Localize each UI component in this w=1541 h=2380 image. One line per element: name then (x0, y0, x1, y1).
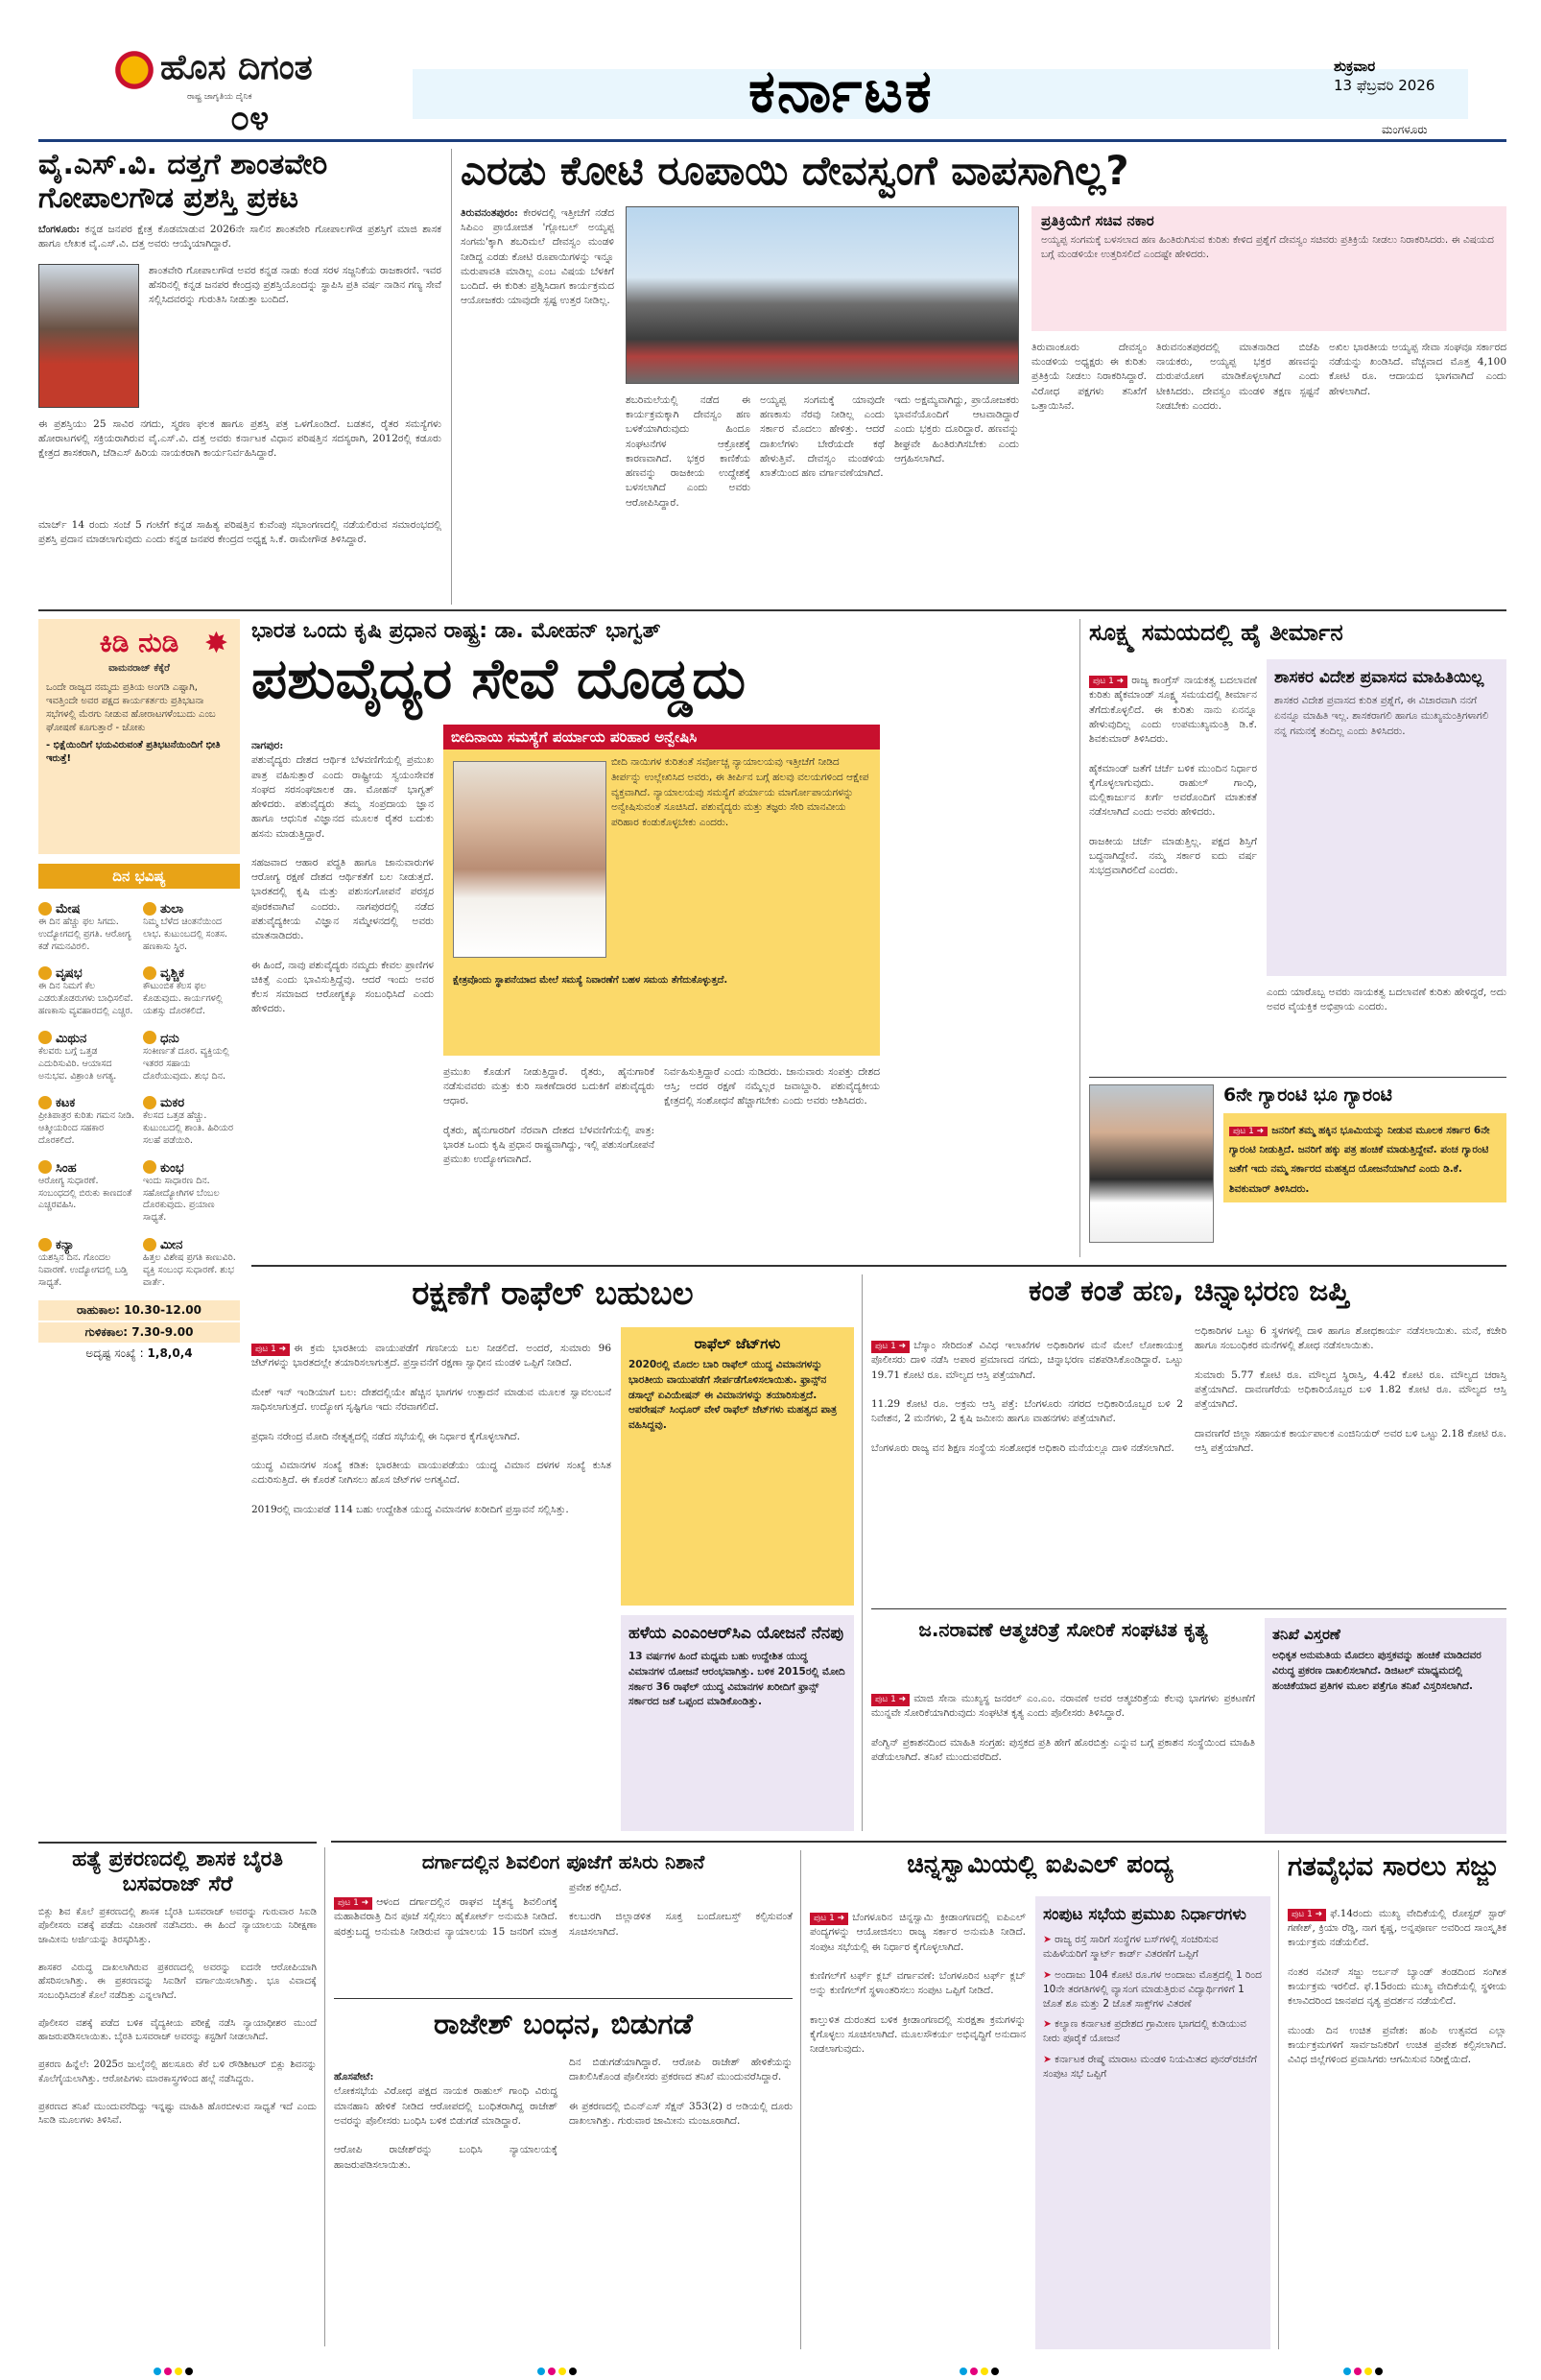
box-title: ಬೀದಿನಾಯಿ ಸಮಸ್ಯೆಗೆ ಪರ್ಯಾಯ ಪರಿಹಾರ ಅನ್ವೇಷಿಸಿ (443, 725, 880, 750)
page-number: ೦೪ (230, 99, 270, 138)
divider (1079, 619, 1080, 1257)
box-text: ಬೀದಿ ನಾಯಿಗಳ ಕುರಿತಂತೆ ಸರ್ವೋಚ್ಚ ನ್ಯಾಯಾಲಯವು ಇತ್ತೀಚೆಗೆ ನೀಡಿದ ತೀರ್ಪನ್ನು ಉಲ್ಲೇಖಿಸಿದ ಅವರು, ಈ ತೀರ್ಪಿನ ಬಗ್ಗೆ ಹಲವು ವಲಯಗಳಿಂದ ಆಕ್ಷೇಪ ವ್ಯಕ್ತವಾಗಿದೆ. ನ್ಯಾಯಾಲಯವು ಸಮಸ್ಯೆಗೆ ಪರ್ಯಾಯ ಮಾರ್ಗೋಪಾಯಗಳನ್ನು ಅನ್ವೇಷಿಸುವಂತೆ ಸೂಚಿಸಿದೆ. ಪಶುವೈದ್ಯರು ಮತ್ತು ತಜ್ಞರು ಸೇರಿ ಮಾನವೀಯ ಪರಿಹಾರ ಕಂಡುಕೊಳ್ಳಬೇಕು ಎಂದರು. (611, 756, 869, 828)
decision-item: ➤ ರಾಜ್ಯ ರಸ್ತೆ ಸಾರಿಗೆ ಸಂಸ್ಥೆಗಳ ಬಸ್‌ಗಳಲ್ಲಿ ಸಂಚರಿಸುವ ಮಹಿಳೆಯರಿಗೆ ಸ್ಮಾರ್ಟ್ ಕಾರ್ಡ್ ವಿತರಣೆಗೆ ಒಪ್ಪಿಗೆ (1043, 1933, 1263, 1962)
zodiac-heading (143, 1234, 240, 1252)
photo-ysv-datta (38, 264, 139, 408)
horoscope-title: ದಿನ ಭವಿಷ್ಯ (38, 864, 240, 889)
continued-tag: ಪುಟ 1 ➜ (1229, 1127, 1268, 1136)
box-title: ಹಳೆಯ ಎಂಎಂಆರ್‌ಸಿಎ ಯೋಜನೆ ನೆನಪು (628, 1624, 844, 1643)
section-title: ಕರ್ನಾಟಕ (748, 56, 934, 126)
kidi-nudi-text: ಒಂದೇ ರಾಜ್ಯದ ನಮ್ಮದು ಪ್ರತಿಯ ಅಂಗಡಿ ಎಷ್ಟಾಗಿ, ಇವತ್ತಿಂದೇ ಅವರ ಪಕ್ಷದ ಕಾರ್ಯಕರ್ತರು ಪ್ರತಿಭಟನಾ ಸಭೆಗಳಲ್ಲಿ ಮೆರಗು ನೀಡುವ ಹೋರಾಟಗಳೆಂಬುದು ಎಂಬ ಘೋಷಣೆ ಕೂಗುತ್ತಾರೆ - ಜೋಕು (46, 682, 216, 733)
col-7: ಅಖಿಲ ಭಾರತೀಯ ಅಯ್ಯಪ್ಪ ಸೇವಾ ಸಂಘವೂ ಸರ್ಕಾರದ ನಡೆಯನ್ನು ಖಂಡಿಸಿದೆ. ವೆಚ್ಚವಾದ ಮೊತ್ತ 4,100 ಕೋಟಿ ರೂ. ಆದಾಯದ ಭಾಗವಾಗಿದೆ ಎಂದು ಹೇಳಲಾಗಿದೆ. (1329, 342, 1506, 397)
body (1288, 1892, 1506, 2068)
body (1089, 659, 1257, 878)
photo-sabarimala-temple (626, 206, 1019, 384)
headline: ಕಂತೆ ಕಂತೆ ಹಣ, ಚಿನ್ನಾಭರಣ ಜಪ್ತಿ (1028, 1274, 1350, 1308)
decision-item: ➤ ಅಂದಾಜು 104 ಕೋಟಿ ರೂ.ಗಳ ಅಂದಾಜು ಮೊತ್ತದಲ್ಲಿ 1 ರಿಂದ 10ನೇ ತರಗತಿಗಳಲ್ಲಿ ವ್ಯಾಸಂಗ ಮಾಡುತ್ತಿರುವ ವಿದ್ಯಾರ್ಥಿಗಳಿಗೆ 1 ಜೊತೆ ಶೂ ಮತ್ತು 2 ಜೊತೆ ಸಾಕ್ಸ್‌ಗಳ ವಿತರಣೆ (1043, 1968, 1263, 2012)
masthead-rule (38, 139, 1506, 142)
headline: ಚಿನ್ನಸ್ವಾಮಿಯಲ್ಲಿ ಐಪಿಎಲ್ ಪಂದ್ಯ (907, 1850, 1174, 1879)
registration-marks-center-right (960, 2361, 1002, 2379)
zodiac-sign (143, 898, 240, 953)
horoscope-section (38, 864, 240, 1847)
box-text: 13 ವರ್ಷಗಳ ಹಿಂದೆ ಮಧ್ಯಮ ಬಹು ಉದ್ದೇಶಿತ ಯುದ್ಧ ವಿಮಾನಗಳ ಯೋಜನೆ ಆರಂಭವಾಗಿತ್ತು. ಬಳಿಕ 2015ರಲ್ಲಿ ಮೋದಿ ಸರ್ಕಾರ 36 ರಾಫೆಲ್ ಯುದ್ಧ ವಿಮಾನಗಳ ಖರೀದಿಗೆ ಫ್ರಾನ್ಸ್ ಸರ್ಕಾರದ ಜತೆ ಒಪ್ಪಂದ ಮಾಡಿಕೊಂಡಿತ್ತು. (628, 1651, 845, 1708)
registration-marks-center-left (537, 2361, 580, 2379)
masthead-date: 13 ಫೆಬ್ರವರಿ 2026 (1334, 77, 1435, 94)
masthead-edition: ಮಂಗಳೂರು (1382, 123, 1428, 136)
col-1 (334, 2056, 557, 2173)
box-title: ತನಿಖೆ ವಿಸ್ತರಣೆ (1272, 1626, 1340, 1643)
headline: ಸೂಕ್ಷ್ಮ ಸಮಯದಲ್ಲಿ ಹೈ ತೀರ್ಮಾನ (1089, 619, 1343, 646)
box-title: ಸಂಪುಟ ಸಭೆಯ ಪ್ರಮುಖ ನಿರ್ಧಾರಗಳು (1043, 1905, 1246, 1924)
gulika-time: 7.30-9.00 (131, 1325, 194, 1340)
logo-block (53, 46, 389, 138)
zodiac-icon (143, 1160, 156, 1174)
divider (38, 609, 1506, 611)
col-4: ಇದು ಅಕ್ಷಮ್ಯವಾಗಿದ್ದು, ಪ್ರಾಯೋಜಕರು ಭಾವನೆಯೊಂದಿಗೆ ಆಟವಾಡಿದ್ದಾರೆ ಎಂದು ಭಕ್ತರು ದೂರಿದ್ದಾರೆ. ಹಣವನ್ನು ಶೀಘ್ರವೇ ಹಿಂತಿರುಗಿಸಬೇಕು ಎಂದು ಆಗ್ರಹಿಸಲಾಗಿದೆ. (894, 394, 1019, 464)
col-3: ಅಯ್ಯಪ್ಪ ಸಂಗಮಕ್ಕೆ ಯಾವುದೇ ಹಣಕಾಸು ನೆರವು ನೀಡಿಲ್ಲ ಎಂದು ಸರ್ಕಾರ ಮೊದಲು ಹೇಳಿತ್ತು. ಆದರೆ ದಾಖಲೆಗಳು ಬೇರೆಯದೇ ಕಥೆ ಹೇಳುತ್ತಿವೆ. ದೇವಸ್ವಂ ಮಂಡಳಿಯ ಖಾತೆಯಿಂದ ಹಣ ವರ್ಗಾವಣೆಯಾಗಿದೆ. (760, 394, 885, 480)
zodiac-heading (38, 1157, 135, 1176)
headline: ರಕ್ಷಣೆಗೆ ರಾಫೆಲ್ ಬಹುಬಲ (412, 1274, 694, 1313)
logo-title: ಹೊಸ ದಿಗಂತ (160, 48, 313, 87)
zodiac-sign (38, 1157, 135, 1225)
box-title: ರಾಫೆಲ್ ಜೆಟ್‌ಗಳು (694, 1335, 781, 1352)
col-1 (461, 206, 614, 309)
body-text: ಆಳಂದ ದರ್ಗಾದಲ್ಲಿನ ರಾಘವ ಚೈತನ್ಯ ಶಿವಲಿಂಗಕ್ಕೆ ಮಹಾಶಿವರಾತ್ರಿ ದಿನ ಪೂಜೆ ಸಲ್ಲಿಸಲು ಹೈಕೋರ್ಟ್ ಅನುಮತಿ ನೀಡಿದೆ. ಷರತ್ತುಬದ್ಧ ಅನುಮತಿ ನೀಡಿರುವ ನ್ಯಾಯಾಲಯ 15 ಜನರಿಗೆ ಮಾತ್ರ ಪ್ರವೇಶ ಕಲ್ಪಿಸಿದೆ. ಕಲಬುರಗಿ ಜಿಲ್ಲಾಡಳಿತ ಸೂಕ್ತ ಬಂದೋಬಸ್ತ್ ಕಲ್ಪಿಸುವಂತೆ ಸೂಚಿಸಲಾಗಿದೆ. (334, 1882, 793, 1938)
masthead-day: ಶುಕ್ರವಾರ (1334, 58, 1376, 75)
article-guarantee (1089, 1084, 1506, 1257)
zodiac-sign (143, 963, 240, 1017)
headline: 6ನೇ ಗ್ಯಾರಂಟಿ ಭೂ ಗ್ಯಾರಂಟಿ (1223, 1084, 1392, 1106)
registration-marks-left (154, 2361, 196, 2379)
body-1: ಕನ್ನಡ ಜನಪರ ಕ್ಷೇತ್ರ ಕೊಡಮಾಡುವ 2026ನೇ ಸಾಲಿನ ಶಾಂತವೇರಿ ಗೋಪಾಲಗೌಡ ಪ್ರಶಸ್ತಿಗೆ ಮಾಜಿ ಶಾಸಕ ಹಾಗೂ ಲೇಖಕ ವೈ.ಎಸ್.ವಿ. ದತ್ತ ಅವರು ಆಯ್ಕೆಯಾಗಿದ್ದಾರೆ. (38, 224, 441, 250)
body: ಬಿಕ್ಲು ಶಿವ ಕೊಲೆ ಪ್ರಕರಣದಲ್ಲಿ ಶಾಸಕ ಬೈರತಿ ಬಸವರಾಜ್ ಅವರನ್ನು ಗುರುವಾರ ಸಿಐಡಿ ಪೊಲೀಸರು ವಶಕ್ಕೆ ಪಡೆದು ವಿಚಾರಣೆ ನಡೆಸಿದರು. ಈ ಹಿಂದೆ ನ್ಯಾಯಾಲಯ ನಿರೀಕ್ಷಣಾ ಜಾಮೀನು ಅರ್ಜಿಯನ್ನು ತಿರಸ್ಕರಿಸಿತ್ತು. ಶಾಸಕರ ವಿರುದ್ಧ ದಾಖಲಾಗಿರುವ ಪ್ರಕರಣದಲ್ಲಿ ಅವರನ್ನು ಐದನೇ ಆರೋಪಿಯಾಗಿ ಹೆಸರಿಸಲಾಗಿತ್ತು. ಈ ಪ್ರಕರಣವನ್ನು ಸಿಐಡಿಗೆ ವರ್ಗಾಯಿಸಲಾಗಿತ್ತು. ಭೂ ವಿವಾದಕ್ಕೆ ಸಂಬಂಧಿಸಿದಂತೆ ಕೊಲೆ ನಡೆದಿತ್ತು ಎನ್ನಲಾಗಿದೆ. ಪೊಲೀಸರ ವಶಕ್ಕೆ ಪಡೆದ ಬಳಿಕ ವೈದ್ಯಕೀಯ ಪರೀಕ್ಷೆ ನಡೆಸಿ ನ್ಯಾಯಾಧೀಶರ ಮುಂದೆ ಹಾಜರುಪಡಿಸಲಾಯಿತು. ಬೈರತಿ ಬಸವರಾಜ್ ಅವರನ್ನು ಕಸ್ಟಡಿಗೆ ನೀಡಲಾಗಿದೆ. ಪ್ರಕರಣ ಹಿನ್ನೆಲೆ: 2025ರ ಜುಲೈನಲ್ಲಿ ಹಲಸೂರು ಕೆರೆ ಬಳಿ ರೌಡಿಶೀಟರ್ ಬಿಕ್ಲು ಶಿವನನ್ನು ಕೊಲೆಗೈಯಲಾಗಿತ್ತು. ಆರೋಪಿಗಳು ಮಾರಕಾಸ್ತ್ರಗಳಿಂದ ಹಲ್ಲೆ ನಡೆಸಿದ್ದರು. ಪ್ರಕರಣದ ತನಿಖೆ ಮುಂದುವರೆದಿದ್ದು ಇನ್ನಷ್ಟು ಮಾಹಿತಿ ಹೊರಬೀಳುವ ಸಾಧ್ಯತೆ ಇದೆ ಎಂದು ಸಿಐಡಿ ಮೂಲಗಳು ತಿಳಿಸಿವೆ. (38, 1906, 317, 2127)
box-text: ಅಧಿಕೃತ ಅನುಮತಿಯ ಮೊದಲು ಪುಸ್ತಕವನ್ನು ಹಂಚಿಕೆ ಮಾಡಿದವರ ವಿರುದ್ಧ ಪ್ರಕರಣ ದಾಖಲಿಸಲಾಗಿದೆ. ಡಿಜಿಟಲ್ ಮಾಧ್ಯಮದಲ್ಲಿ ಹಂಚಿಕೆಯಾದ ಪ್ರತಿಗಳ ಮೂಲ ಪತ್ತೆಗೂ ತನಿಖೆ ವಿಸ್ತರಿಸಲಾಗಿದೆ. (1272, 1650, 1482, 1692)
zodiac-prediction: ಈ ದಿನ ಹೆಚ್ಚು ಫಲ ಸಿಗದು. ಉದ್ಯೋಗದಲ್ಲಿ ಪ್ರಗತಿ. ಆರೋಗ್ಯ ಕಡೆ ಗಮನವಿರಲಿ. (38, 916, 131, 952)
zodiac-prediction: ಹಿತ್ತಲ ವಿಶೇಷ ಪ್ರಗತಿ ಕಾಣುವಿರಿ. ವ್ಯಕ್ತಿ ಸಂಬಂಧ ಸುಧಾರಣೆ. ಶುಭ ವಾರ್ತೆ. (143, 1252, 236, 1288)
decision-item: ➤ ಕಲ್ಯಾಣ ಕರ್ನಾಟಕ ಪ್ರದೇಶದ ಗ್ರಾಮೀಣ ಭಾಗದಲ್ಲಿ ಕುಡಿಯುವ ನೀರು ಪೂರೈಕೆ ಯೋಜನೆ (1043, 2017, 1263, 2046)
zodiac-prediction: ಆರೋಗ್ಯ ಸುಧಾರಣೆ. ಸಂಬಂಧದಲ್ಲಿ ಬಿರುಕು ಕಾಣದಂತೆ ಎಚ್ಚರವಹಿಸಿ. (38, 1175, 132, 1211)
zodiac-sign (143, 1092, 240, 1147)
headline: ದರ್ಗಾದಲ್ಲಿನ ಶಿವಲಿಂಗ ಪೂಜೆಗೆ ಹಸಿರು ನಿಶಾನೆ (421, 1850, 705, 1873)
divider (251, 1265, 1506, 1267)
headline: ಜ.ನರಾವಣೆ ಆತ್ಮಚರಿತ್ರೆ ಸೋರಿಕೆ ಸಂಘಟಿತ ಕೃತ್ಯ (918, 1618, 1208, 1641)
zodiac-heading (38, 1234, 135, 1252)
kidi-nudi-byline: ವಾಮನರಾಜ್ ಕೆಕ್ಕೆರೆ (108, 663, 170, 674)
photo-caption: ಕ್ಷೇತ್ರವೊಂದು ಸ್ಥಾಪನೆಯಾದ ಮೇಲೆ ಸಮಸ್ಯೆ ನಿವಾರಣೆಗೆ ಬಹಳ ಸಮಯ ತೆಗೆದುಕೊಳ್ಳುತ್ತದೆ. (453, 975, 728, 986)
rahu-time: 10.30-12.00 (124, 1303, 202, 1318)
zodiac-name: ವೃಶ್ಚಿಕ (160, 966, 184, 982)
continued-tag: ಪುಟ 1 ➜ (1288, 1909, 1326, 1921)
zodiac-name: ಮೇಷ (56, 902, 81, 916)
body-bottom: ಎಂದು ಯಾರೊಬ್ಬ ಅವರು ನಾಯಕತ್ವ ಬದಲಾವಣೆ ಕುರಿತು ಹೇಳಿದ್ದರೆ, ಅದು ಅವರ ವೈಯಕ್ತಿಕ ಅಭಿಪ್ರಾಯ ಎಂದರು. (1267, 987, 1506, 1013)
box-text: 2020ರಲ್ಲಿ ಮೊದಲ ಬಾರಿ ರಾಫೆಲ್ ಯುದ್ಧ ವಿಮಾನಗಳನ್ನು ಭಾರತೀಯ ವಾಯುಪಡೆಗೆ ಸೇರ್ಪಡೆಗೊಳಿಸಲಾಯಿತು. ಫ್ರಾನ್ಸ್‌ನ ಡಸಾಲ್ಟ್ ಏವಿಯೇಷನ್ ಈ ವಿಮಾನಗಳನ್ನು ತಯಾರಿಸುತ್ತದೆ. ಆಪರೇಷನ್ ಸಿಂಧೂರ್ ವೇಳೆ ರಾಫೆಲ್ ಜೆಟ್‌ಗಳು ಮಹತ್ವದ ಪಾತ್ರ ವಹಿಸಿದ್ದವು. (628, 1359, 837, 1431)
zodiac-icon (38, 1238, 52, 1251)
body-text: ಬೆಂಗಳೂರಿನ ಚಿನ್ನಸ್ವಾಮಿ ಕ್ರೀಡಾಂಗಣದಲ್ಲಿ ಐಪಿಎಲ್ ಪಂದ್ಯಗಳನ್ನು ಆಯೋಜಿಸಲು ರಾಜ್ಯ ಸರ್ಕಾರ ಅನುಮತಿ ನೀಡಿದೆ. ಸಂಪುಟ ಸಭೆಯಲ್ಲಿ ಈ ನಿರ್ಧಾರ ಕೈಗೊಳ್ಳಲಾಗಿದೆ. ಕುಣಿಗಲ್‌ಗೆ ಟರ್ಫ್ ಕ್ಲಬ್ ವರ್ಗಾವಣೆ: ಬೆಂಗಳೂರಿನ ಟರ್ಫ್ ಕ್ಲಬ್ ಅನ್ನು ಕುಣಿಗಲ್‌ಗೆ ಸ್ಥಳಾಂತರಿಸಲು ಸಂಪುಟ ಒಪ್ಪಿಗೆ ನೀಡಿದೆ. ಕಾಲ್ತುಳಿತ ದುರಂತದ ಬಳಿಕ ಕ್ರೀಡಾಂಗಣದಲ್ಲಿ ಸುರಕ್ಷತಾ ಕ್ರಮಗಳನ್ನು ಕೈಗೊಳ್ಳಲು ಸೂಚಿಸಲಾಗಿದೆ. ಮೂಲಸೌಕರ್ಯ ಅಭಿವೃದ್ಧಿಗೆ ಅನುದಾನ ನೀಡಲಾಗುವುದು. (810, 1912, 1026, 2056)
divider (451, 149, 452, 605)
box-title: ಶಾಸಕರ ವಿದೇಶ ಪ್ರವಾಸದ ಮಾಹಿತಿಯಿಲ್ಲ (1274, 668, 1484, 687)
body: ಜನರಿಗೆ ತಮ್ಮ ಹಕ್ಕಿನ ಭೂಮಿಯನ್ನು ನೀಡುವ ಮೂಲಕ ಸರ್ಕಾರ 6ನೇ ಗ್ಯಾರಂಟಿ ನೀಡುತ್ತಿದೆ. ಜನರಿಗೆ ಹಕ್ಕು ಪತ್ರ ಹಂಚಿಕೆ ಮಾಡುತ್ತಿದ್ದೇವೆ. ಪಂಚ ಗ್ಯಾರಂಟಿ ಜತೆಗೆ ಇದು ನಮ್ಮ ಸರ್ಕಾರದ ಮಹತ್ವದ ಯೋಜನೆಯಾಗಿದೆ ಎಂದು ಡಿ.ಕೆ. ಶಿವಕುಮಾರ್ ತಿಳಿಸಿದರು. (1229, 1125, 1490, 1195)
body (334, 1881, 793, 1940)
zodiac-prediction: ಕೆಲಸದ ಒತ್ತಡ ಹೆಚ್ಚು. ಕುಟುಂಬದಲ್ಲಿ ಶಾಂತಿ. ಹಿರಿಯರ ಸಲಹೆ ಪಡೆಯಿರಿ. (143, 1110, 234, 1146)
article-rafale (251, 1274, 854, 1831)
zodiac-prediction: ಪ್ರೀತಿಪಾತ್ರರ ಕುರಿತು ಗಮನ ನೀಡಿ. ಆತ್ಮೀಯರಿಂದ ಸಹಕಾರ ದೊರಕಲಿದೆ. (38, 1110, 135, 1146)
zodiac-prediction: ಯಶಸ್ಸಿನ ದಿನ. ಗೊಂದಲ ನಿವಾರಣೆ. ಉದ್ಯೋಗದಲ್ಲಿ ಬಡ್ತಿ ಸಾಧ್ಯತೆ. (38, 1252, 128, 1288)
dateline: ಹೊಸಪೇಟೆ: (334, 2071, 374, 2083)
zodiac-icon (38, 902, 52, 916)
divider (334, 1998, 793, 1999)
headline: ವೈ.ಎಸ್.ವಿ. ದತ್ತಗೆ ಶಾಂತವೇರಿ ಗೋಪಾಲಗೌಡ ಪ್ರಶಸ್ತಿ ಪ್ರಕಟ (38, 148, 328, 215)
article-ipl (810, 1850, 1270, 2349)
dateline: ನಾಗಪುರ: (251, 740, 284, 752)
section-banner (413, 69, 1468, 119)
zodiac-sign (38, 898, 135, 953)
body-3: ಈ ಪ್ರಶಸ್ತಿಯು 25 ಸಾವಿರ ನಗದು, ಸ್ಮರಣ ಫಲಕ ಹಾಗೂ ಪ್ರಶಸ್ತಿ ಪತ್ರ ಒಳಗೊಂಡಿದೆ. ಬಡತನ, ರೈತರ ಸಮಸ್ಯೆಗಳು ಹೋರಾಟಗಳಲ್ಲಿ ಸಕ್ರಿಯರಾಗಿರುವ ವೈ.ಎಸ್.ವಿ. ದತ್ತ ಅವರು ಕರ್ನಾಟಕ ವಿಧಾನ ಪರಿಷತ್ತಿನ ಸದಸ್ಯರಾಗಿ, 2012ರಲ್ಲಿ ಕಡೂರು ಕ್ಷೇತ್ರದ ಶಾಸಕರಾಗಿ, ಜೆಡಿಎಸ್ ಹಿರಿಯ ನಾಯಕರಾಗಿ ಕಾರ್ಯನಿರ್ವಹಿಸಿದ್ದಾರೆ. (38, 418, 441, 460)
article-shantaveri (38, 149, 441, 600)
cabinet-box (1035, 1896, 1270, 2349)
headline: ಗತವೈಭವ ಸಾರಲು ಸಜ್ಜು (1288, 1850, 1499, 1882)
zodiac-heading (38, 898, 135, 916)
box-title: ಪ್ರತಿಕ್ರಿಯೆಗೆ ಸಚಿವ ನಕಾರ (1041, 212, 1154, 229)
col-1-text: ಈ ಕ್ರಮ ಭಾರತೀಯ ವಾಯುಪಡೆಗೆ ಗಣನೀಯ ಬಲ ನೀಡಲಿದೆ. ಅಂದರೆ, ಸುಮಾರು 96 ಜೆಟ್‌ಗಳನ್ನು ಭಾರತದಲ್ಲೇ ತಯಾರಿಸಲಾಗುತ್ತದೆ. ಪ್ರಸ್ತಾವನೆಗೆ ರಕ್ಷಣಾ ಸ್ವಾಧೀನ ಮಂಡಳಿ ಒಪ್ಪಿಗೆ ನೀಡಿದೆ. ಮೇಕ್ ಇನ್ ಇಂಡಿಯಾಗೆ ಬಲ: ದೇಶದಲ್ಲಿಯೇ ಹೆಚ್ಚಿನ ಭಾಗಗಳ ಉತ್ಪಾದನೆ ಮಾಡುವ ಮೂಲಕ ಸ್ವಾವಲಂಬನೆ ಸಾಧಿಸಲಾಗುತ್ತದೆ. ಉದ್ಯೋಗ ಸೃಷ್ಟಿಗೂ ಇದು ನೆರವಾಗಲಿದೆ. ಪ್ರಧಾನಿ ನರೇಂದ್ರ ಮೋದಿ ನೇತೃತ್ವದಲ್ಲಿ ನಡೆದ ಸಭೆಯಲ್ಲಿ ಈ ನಿರ್ಧಾರ ಕೈಗೊಳ್ಳಲಾಗಿದೆ. ಯುದ್ಧ ವಿಮಾನಗಳ ಸಂಖ್ಯೆ ಕಡಿತ: ಭಾರತೀಯ ವಾಯುಪಡೆಯು ಯುದ್ಧ ವಿಮಾನ ದಳಗಳ ಸಂಖ್ಯೆ ಕುಸಿತ ಎದುರಿಸುತ್ತಿದೆ. ಈ ಕೊರತೆ ನೀಗಿಸಲು ಹೊಸ ಜೆಟ್‌ಗಳ ಅಗತ್ಯವಿದೆ. 2019ರಲ್ಲಿ ವಾಯುಪಡೆ 114 ಬಹು ಉದ್ದೇಶಿತ ಯುದ್ಧ ವಿಮಾನಗಳ ಖರೀದಿಗೆ ಪ್ರಸ್ತಾವನೆ ಸಲ್ಲಿಸಿತ್ತು. (251, 1343, 611, 1515)
continued-tag: ಪುಟ 1 ➜ (334, 1897, 372, 1910)
body-text: ಮಾಜಿ ಸೇನಾ ಮುಖ್ಯಸ್ಥ ಜನರಲ್ ಎಂ.ಎಂ. ನರಾವಣೆ ಅವರ ಆತ್ಮಚರಿತ್ರೆಯ ಕೆಲವು ಭಾಗಗಳು ಪ್ರಕಟಣೆಗೆ ಮುನ್ನವೇ ಸೋರಿಕೆಯಾಗಿರುವುದು ಸಂಘಟಿತ ಕೃತ್ಯ ಎಂದು ಪೊಲೀಸರು ತಿಳಿಸಿದ್ದಾರೆ. ಪೆಂಗ್ವಿನ್ ಪ್ರಕಾಶನದಿಂದ ಮಾಹಿತಿ ಸಂಗ್ರಹ: ಪುಸ್ತಕದ ಪ್ರತಿ ಹೇಗೆ ಹೊರಬಿತ್ತು ಎನ್ನುವ ಬಗ್ಗೆ ಪ್ರಕಾಶನ ಸಂಸ್ಥೆಯಿಂದ ಮಾಹಿತಿ ಪಡೆಯಲಾಗಿದೆ. ತನಿಖೆ ಮುಂದುವರೆದಿದೆ. (871, 1693, 1255, 1764)
rafale-box (621, 1327, 854, 1606)
cabinet-decisions-list (1043, 1933, 1263, 2082)
zodiac-name: ತುಲಾ (160, 902, 184, 916)
article-kanthe (871, 1274, 1506, 1601)
zodiac-grid (38, 898, 240, 1289)
zodiac-icon (38, 1160, 52, 1174)
zodiac-sign (38, 1028, 135, 1083)
article-gatavaibhava (1288, 1850, 1506, 2349)
zodiac-sign (38, 963, 135, 1017)
zodiac-icon (143, 966, 156, 980)
zodiac-prediction: ಇಂದು ಸಾಧಾರಣ ದಿನ. ಸಹೋದ್ಯೋಗಿಗಳ ಬೆಂಬಲ ದೊರಕುವುದು. ಪ್ರಯಾಣ ಸಾಧ್ಯತೆ. (143, 1175, 220, 1224)
article-sookshma (1089, 619, 1506, 1070)
zodiac-heading (143, 898, 240, 916)
zodiac-icon (38, 1096, 52, 1109)
rahu-kala (38, 1300, 240, 1321)
headline: ಪಶುವೈದ್ಯರ ಸೇವೆ ದೊಡ್ಡದು (251, 646, 747, 711)
col-2: ಅಧಿಕಾರಿಗಳ ಒಟ್ಟು 6 ಸ್ಥಳಗಳಲ್ಲಿ ದಾಳಿ ಹಾಗೂ ಶೋಧಕಾರ್ಯ ನಡೆಸಲಾಯಿತು. ಮನೆ, ಕಚೇರಿ ಹಾಗೂ ಸಂಬಂಧಿಕರ ಮನೆಗಳಲ್ಲಿ ಶೋಧ ನಡೆಸಲಾಯಿತು. ಸುಮಾರು 5.77 ಕೋಟಿ ರೂ. ಮೌಲ್ಯದ ಸ್ಥಿರಾಸ್ತಿ, 4.42 ಕೋಟಿ ರೂ. ಮೌಲ್ಯದ ಚರಾಸ್ತಿ ಪತ್ತೆಯಾಗಿದೆ. ದಾವಣಗೆರೆಯ ಅಧಿಕಾರಿಯೊಬ್ಬರ ಬಳಿ 1.82 ಕೋಟಿ ರೂ. ಮೌಲ್ಯದ ಆಸ್ತಿ ಪತ್ತೆಯಾಗಿದೆ. ದಾವಣಗೆರೆ ಜಿಲ್ಲಾ ಸಹಾಯಕ ಕಾರ್ಯಪಾಲಕ ಎಂಜಿನಿಯರ್ ಅವರ ಬಳಿ ಒಟ್ಟು 2.18 ಕೋಟಿ ರೂ. ಆಸ್ತಿ ಪತ್ತೆಯಾಗಿದೆ. (1195, 1325, 1506, 1454)
zodiac-sign (38, 1092, 135, 1147)
rahu-label: ರಾಹುಕಾಲ: (76, 1303, 120, 1318)
photo-dk-shivakumar (1089, 1084, 1214, 1243)
headline: ಹತ್ಯೆ ಪ್ರಕರಣದಲ್ಲಿ ಶಾಸಕ ಬೈರತಿ ಬಸವರಾಜ್ ಸೆರೆ (72, 1847, 283, 1897)
dateline: ತಿರುವನಂತಪುರಂ: (461, 207, 518, 219)
zodiac-icon (143, 902, 156, 916)
zodiac-prediction: ಕೌಟುಂಬಿಕ ಕೆಲಸ ಫಲ ಕೊಡುವುದು. ಕಾರ್ಯಗಳಲ್ಲಿ ಯಶಸ್ಸು ದೊರಕಲಿದೆ. (143, 981, 223, 1017)
zodiac-prediction: ಈ ದಿನ ನಿಮಗೆ ಕೆಲ ಎಡರುತೊಡರುಗಳು ಬಾಧಿಸಲಿವೆ. ಹಣಕಾಸು ವ್ಯವಹಾರದಲ್ಲಿ ಎಚ್ಚರ. (38, 981, 133, 1017)
zodiac-prediction: ಸಂಕೀರ್ಣತೆ ದೂರ. ವ್ಯಕ್ತಿಯಲ್ಲಿ ಇತರರ ಸಹಾಯ ದೊರೆಯುವುದು. ಶುಭ ದಿನ. (143, 1045, 229, 1082)
continued-tag: ಪುಟ 1 ➜ (1089, 676, 1127, 688)
col-5: ತಿರುವಾಂಕೂರು ದೇವಸ್ವಂ ಮಂಡಳಿಯ ಅಧ್ಯಕ್ಷರು ಈ ಕುರಿತು ಪ್ರತಿಕ್ರಿಯೆ ನೀಡಲು ನಿರಾಕರಿಸಿದ್ದಾರೆ. ವಿರೋಧ ಪಕ್ಷಗಳು ತನಿಖೆಗೆ ಒತ್ತಾಯಿಸಿವೆ. (1031, 342, 1147, 412)
article-devaswom (461, 149, 1506, 605)
divider (331, 1841, 1506, 1843)
body-text: ಫೆ.14ರಂದು ಮುಖ್ಯ ವೇದಿಕೆಯಲ್ಲಿ ರೋಸ್ಟರ್ ಸ್ಟಾರ್ ಗಣೇಶ್, ಕ್ರಿಯಾ ರೆಡ್ಡಿ, ನಾಗ ಕೃಷ್ಣ, ಅನ್ನಪೂರ್ಣ ಅವರಿಂದ ಸಾಂಸ್ಕೃತಿಕ ಕಾರ್ಯಕ್ರಮ ನಡೆಯಲಿದೆ. ನಂತರ ನವೀನ್ ಸಜ್ಜು ಅರ್ಬನ್ ಬ್ಯಾಂಡ್ ತಂಡದಿಂದ ಸಂಗೀತ ಕಾರ್ಯಕ್ರಮ ಇರಲಿದೆ. ಫೆ.15ರಂದು ಮುಖ್ಯ ವೇದಿಕೆಯಲ್ಲಿ ಸ್ಥಳೀಯ ಕಲಾವಿದರಿಂದ ಜಾನಪದ ನೃತ್ಯ ಪ್ರದರ್ಶನ ನಡೆಯಲಿದೆ. ಮುಂಡು ದಿನ ಉಚಿತ ಪ್ರವೇಶ: ಹಂಪಿ ಉತ್ಸವದ ಎಲ್ಲಾ ಕಾರ್ಯಕ್ರಮಗಳಿಗೆ ಸಾರ್ವಜನಿಕರಿಗೆ ಉಚಿತ ಪ್ರವೇಶ ಕಲ್ಪಿಸಲಾಗಿದೆ. ವಿವಿಧ ಜಿಲ್ಲೆಗಳಿಂದ ಪ್ರವಾಸಿಗರು ಆಗಮಿಸುವ ನಿರೀಕ್ಷೆಯಿದೆ. (1288, 1907, 1506, 2065)
body (871, 1678, 1255, 1765)
continued-tag: ಪುಟ 1 ➜ (871, 1341, 910, 1353)
zodiac-icon (38, 1031, 52, 1044)
col-1 (251, 725, 434, 1016)
continued-tag: ಪುಟ 1 ➜ (810, 1913, 848, 1925)
zodiac-sign (143, 1234, 240, 1289)
headline: ರಾಜೇಶ್ ಬಂಧನ, ಬಿಡುಗಡೆ (434, 2008, 693, 2041)
article-hatye (38, 1847, 317, 2346)
col-2: ದಿನ ಬಿಡುಗಡೆಯಾಗಿದ್ದಾರೆ. ಆರೋಪಿ ರಾಜೇಶ್‌ ಹೇಳಿಕೆಯನ್ನು ದಾಖಲಿಸಿಕೊಂಡ ಪೊಲೀಸರು ಪ್ರಕರಣದ ತನಿಖೆ ಮುಂದುವರೆಸಿದ್ದಾರೆ. ಈ ಪ್ರಕರಣದಲ್ಲಿ ಬಿಎನ್‌ಎಸ್ ಸೆಕ್ಷನ್ 353(2) ರ ಅಡಿಯಲ್ಲಿ ದೂರು ದಾಖಲಾಗಿತ್ತು. ಗುರುವಾರ ಜಾಮೀನು ಮಂಜೂರಾಗಿದೆ. (569, 2057, 793, 2127)
kidi-nudi-title: ಕಿಡಿ ನುಡಿ (99, 627, 179, 658)
continued-tag: ಪುಟ 1 ➜ (251, 1344, 290, 1356)
zodiac-prediction: ನಿಮ್ಮ ಬೆಳೆದ ಚಿಂತನೆಯಿಂದ ಲಾಭ. ಕುಟುಂಬದಲ್ಲಿ ಸಂತಸ. ಹಣಕಾಸು ಸ್ಥಿರ. (143, 916, 227, 952)
col-1-text: ಬೆಸ್ಕಾಂ ಸೇರಿದಂತೆ ವಿವಿಧ ಇಲಾಖೆಗಳ ಅಧಿಕಾರಿಗಳ ಮನೆ ಮೇಲೆ ಲೋಕಾಯುಕ್ತ ಪೊಲೀಸರು ದಾಳಿ ನಡೆಸಿ ಅಪಾರ ಪ್ರಮಾಣದ ನಗದು, ಚಿನ್ನಾಭರಣ ವಶಪಡಿಸಿಕೊಂಡಿದ್ದಾರೆ. ಒಟ್ಟು 19.71 ಕೋಟಿ ರೂ. ಮೌಲ್ಯದ ಆಸ್ತಿ ಪತ್ತೆಯಾಗಿದೆ. 11.29 ಕೋಟಿ ರೂ. ಅಕ್ರಮ ಆಸ್ತಿ ಪತ್ತೆ: ಬೆಂಗಳೂರು ನಗರದ ಅಧಿಕಾರಿಯೊಬ್ಬರ ಬಳಿ 2 ನಿವೇಶನ, 2 ಮನೆಗಳು, 2 ಕೃಷಿ ಜಮೀನು ಹಾಗೂ ವಾಹನಗಳು ಪತ್ತೆಯಾಗಿವೆ. ಬೆಂಗಳೂರು ರಾಜ್ಯ ವನ ಶಿಕ್ಷಣ ಸಂಸ್ಥೆಯ ಸಂಶೋಧಕ ಅಧಿಕಾರಿ ಮನೆಯಲ್ಲೂ ದಾಳಿ ನಡೆಸಲಾಗಿದೆ. (871, 1340, 1183, 1454)
zodiac-sign (38, 1234, 135, 1289)
box-text: ಶಾಸಕರ ವಿದೇಶ ಪ್ರವಾಸದ ಕುರಿತ ಪ್ರಶ್ನೆಗೆ, ಈ ವಿಚಾರವಾಗಿ ನನಗೆ ಏನನ್ನೂ ಮಾಹಿತಿ ಇಲ್ಲ. ಶಾಸಕರಾಗಲಿ ಹಾಗೂ ಮುಖ್ಯಮಂತ್ರಿಗಳಾಗಲಿ ನನ್ನ ಗಮನಕ್ಕೆ ತಂದಿಲ್ಲ ಎಂದು ತಿಳಿಸಿದರು. (1274, 695, 1489, 737)
col-1-text: ಲೋಕಸಭೆಯ ವಿರೋಧ ಪಕ್ಷದ ನಾಯಕ ರಾಹುಲ್ ಗಾಂಧಿ ವಿರುದ್ಧ ಮಾನಹಾನಿ ಹೇಳಿಕೆ ನೀಡಿದ ಆರೋಪದಲ್ಲಿ ಬಂಧಿತರಾಗಿದ್ದ ರಾಜೇಶ್ ಅವರನ್ನು ಪೊಲೀಸರು ಬಂಧಿಸಿ ಬಳಿಕ ಬಿಡುಗಡೆ ಮಾಡಿದ್ದಾರೆ. ಆರೋಪಿ ರಾಜೇಶ್‌ರನ್ನು ಬಂಧಿಸಿ ನ್ಯಾಯಾಲಯಕ್ಕೆ ಹಾಜರುಪಡಿಸಲಾಯಿತು. (334, 2085, 557, 2171)
divider (324, 1847, 325, 2346)
col-1 (871, 1324, 1183, 1456)
probe-box (1265, 1618, 1506, 1834)
divider (1278, 1850, 1279, 2349)
body (810, 1896, 1026, 2057)
body-2: ಶಾಂತವೇರಿ ಗೋಪಾಲಗೌಡ ಅವರ ಕನ್ನಡ ನಾಡು ಕಂಡ ಸರಳ ಸಜ್ಜನಿಕೆಯ ರಾಜಕಾರಣಿ. ಇವರ ಹೆಸರಿನಲ್ಲಿ ಕನ್ನಡ ಜನಪರ ಕೇಂದ್ರವು ಪ್ರಶಸ್ತಿಯೊಂದನ್ನು ಸ್ಥಾಪಿಸಿ ಪ್ರತಿ ವರ್ಷ ನಾಡಿನ ಗಣ್ಯ ಸೇವೆ ಸಲ್ಲಿಸಿದವರನ್ನು ಗುರುತಿಸಿ ನೀಡುತ್ತಾ ಬಂದಿದೆ. (149, 265, 441, 306)
body-text: ರಾಜ್ಯ ಕಾಂಗ್ರೆಸ್ ನಾಯಕತ್ವ ಬದಲಾವಣೆ ಕುರಿತು ಹೈಕಮಾಂಡ್ ಸೂಕ್ಷ್ಮ ಸಮಯದಲ್ಲಿ ತೀರ್ಮಾನ ತೆಗೆದುಕೊಳ್ಳಲಿದೆ. ಈ ಕುರಿತು ನಾನು ಏನನ್ನೂ ಹೇಳುವುದಿಲ್ಲ ಎಂದು ಉಪಮುಖ್ಯಮಂತ್ರಿ ಡಿ.ಕೆ. ಶಿವಕುಮಾರ್ ತಿಳಿಸಿದರು. ಹೈಕಮಾಂಡ್ ಜತೆಗೆ ಚರ್ಚೆ ಬಳಿಕ ಮುಂದಿನ ನಿರ್ಧಾರ ಕೈಗೊಳ್ಳಲಾಗುವುದು. ರಾಹುಲ್ ಗಾಂಧಿ, ಮಲ್ಲಿಕಾರ್ಜುನ ಖರ್ಗೆ ಅವರೊಂದಿಗೆ ಮಾತುಕತೆ ನಡೆಸಲಾಗಿದೆ ಎಂದು ಅವರು ಹೇಳಿದರು. ರಾಜಕೀಯ ಚರ್ಚೆ ಮಾಡುತ್ತಿಲ್ಲ. ಪಕ್ಷದ ಶಿಸ್ತಿಗೆ ಬದ್ಧನಾಗಿದ್ದೇನೆ. ನಮ್ಮ ಸರ್ಕಾರ ಐದು ವರ್ಷ ಸುಭದ್ರವಾಗಿರಲಿದೆ ಎಂದರು. (1089, 675, 1257, 877)
col-1 (251, 1327, 611, 1517)
divider (800, 1850, 801, 2349)
zodiac-name: ವೃಷಭ (56, 966, 83, 982)
article-bhagwat (251, 619, 1072, 1257)
article-shivalinga (334, 1850, 793, 1994)
box-text: ಅಯ್ಯಪ್ಪ ಸಂಗಮಕ್ಕೆ ಬಳಸಲಾದ ಹಣ ಹಿಂತಿರುಗಿಸುವ ಕುರಿತು ಕೇಳಿದ ಪ್ರಶ್ನೆಗೆ ದೇವಸ್ವಂ ಸಚಿವರು ಪ್ರತಿಕ್ರಿಯೆ ನೀಡಲು ನಿರಾಕರಿಸಿದರು. ಈ ವಿಷಯದ ಬಗ್ಗೆ ಮಂಡಳಿಯೇ ಉತ್ತರಿಸಲಿದೆ ಎಂದಷ್ಟೇ ಹೇಳಿದರು. (1041, 234, 1494, 261)
reaction-box (1031, 206, 1506, 331)
article-rajesh (334, 2008, 793, 2348)
lucky-value: 1,8,0,4 (147, 1346, 193, 1361)
spark-icon: ✸ (203, 627, 228, 660)
col-1-text: ಪಶುವೈದ್ಯರು ದೇಶದ ಆರ್ಥಿಕ ಬೆಳವಣಿಗೆಯಲ್ಲಿ ಪ್ರಮುಖ ಪಾತ್ರ ವಹಿಸುತ್ತಾರೆ ಎಂದು ರಾಷ್ಟ್ರೀಯ ಸ್ವಯಂಸೇವಕ ಸಂಘದ ಸರಸಂಘಚಾಲಕ ಡಾ. ಮೋಹನ್ ಭಾಗ್ವತ್ ಹೇಳಿದರು. ಪಶುವೈದ್ಯರು ತಮ್ಮ ಸಂಪ್ರದಾಯ ಜ್ಞಾನ ಹಾಗೂ ಆಧುನಿಕ ವಿಜ್ಞಾನದ ಮೂಲಕ ರೈತರ ಬದುಕು ಹಸನು ಮಾಡುತ್ತಿದ್ದಾರೆ. ಸಹಜವಾದ ಆಹಾರ ಪದ್ಧತಿ ಹಾಗೂ ಜಾನುವಾರುಗಳ ಆರೋಗ್ಯ ರಕ್ಷಣೆ ದೇಶದ ಆರ್ಥಿಕತೆಗೆ ಬಲ ನೀಡುತ್ತದೆ. ಭಾರತದಲ್ಲಿ ಕೃಷಿ ಮತ್ತು ಪಶುಸಂಗೋಪನೆ ಪರಸ್ಪರ ಪೂರಕವಾಗಿವೆ ಎಂದರು. ನಾಗಪುರದಲ್ಲಿ ನಡೆದ ಪಶುವೈದ್ಯಕೀಯ ವಿಜ್ಞಾನ ಸಮ್ಮೇಳನದಲ್ಲಿ ಅವರು ಮಾತನಾಡಿದರು. ಈ ಹಿಂದೆ, ನಾವು ಪಶುವೈದ್ಯರು ನಮ್ಮದು ಕೇವಲ ಪ್ರಾಣಿಗಳ ಚಿಕಿತ್ಸೆ ಎಂದು ಭಾವಿಸುತ್ತಿದ್ದೆವು. ಆದರೆ ಇಂದು ಅವರ ಕೆಲಸ ಸಮಾಜದ ಆರೋಗ್ಯಕ್ಕೂ ಸಂಬಂಧಿಸಿದೆ ಎಂದು ಹೇಳಿದರು. (251, 754, 434, 1015)
zodiac-heading (38, 1028, 135, 1046)
col-2: ಶಬರಿಮಲೆಯಲ್ಲಿ ನಡೆದ ಈ ಕಾರ್ಯಕ್ರಮಕ್ಕಾಗಿ ದೇವಸ್ವಂ ಹಣ ಬಳಕೆಯಾಗಿರುವುದು ಹಿಂದೂ ಸಂಘಟನೆಗಳ ಆಕ್ರೋಶಕ್ಕೆ ಕಾರಣವಾಗಿದೆ. ಭಕ್ತರ ಕಾಣಿಕೆಯ ಹಣವನ್ನು ರಾಜಕೀಯ ಉದ್ದೇಶಕ್ಕೆ ಬಳಸಲಾಗಿದೆ ಎಂದು ಅವರು ಆರೋಪಿಸಿದ್ದಾರೆ. (626, 394, 750, 509)
zodiac-icon (38, 966, 52, 980)
zodiac-name: ಸಿಂಹ (56, 1160, 77, 1176)
foreign-trip-box (1267, 659, 1506, 976)
zodiac-icon (143, 1096, 156, 1109)
mmrca-box (621, 1615, 854, 1831)
zodiac-heading (38, 1092, 135, 1110)
zodiac-heading (143, 1028, 240, 1046)
gulika-kala (38, 1322, 240, 1343)
lucky-number (38, 1346, 240, 1361)
logo-sun-icon (110, 46, 158, 94)
col-2: ಪ್ರಮುಖ ಕೊಡುಗೆ ನೀಡುತ್ತಿದ್ದಾರೆ. ರೈತರು, ಹೈನುಗಾರಿಕೆ ನಡೆಸುವವರು ಮತ್ತು ಕುರಿ ಸಾಕಣೆದಾರರ ಬದುಕಿಗೆ ಪಶುವೈದ್ಯರು ಆಧಾರ. ರೈತರು, ಹೈನುಗಾರರಿಗೆ ನೆರವಾಗಿ ದೇಶದ ಬೆಳವಣಿಗೆಯಲ್ಲಿ ಪಾತ್ರ: ಭಾರತ ಒಂದು ಕೃಷಿ ಪ್ರಧಾನ ರಾಷ್ಟ್ರವಾಗಿದ್ದು, ಇಲ್ಲಿ ಪಶುಸಂಗೋಪನೆ ಪ್ರಮುಖ ಉದ್ಯೋಗವಾಗಿದೆ. (443, 1066, 654, 1166)
body-4: ಮಾರ್ಚ್ 14 ರಂದು ಸಂಜೆ 5 ಗಂಟೆಗೆ ಕನ್ನಡ ಸಾಹಿತ್ಯ ಪರಿಷತ್ತಿನ ಕುವೆಂಪು ಸಭಾಂಗಣದಲ್ಲಿ ನಡೆಯಲಿರುವ ಸಮಾರಂಭದಲ್ಲಿ ಪ್ರಶಸ್ತಿ ಪ್ರದಾನ ಮಾಡಲಾಗುವುದು ಎಂದು ಕನ್ನಡ ಜನಪರ ಕೇಂದ್ರದ ಅಧ್ಯಕ್ಷ ಸಿ.ಕೆ. ರಾಮೇಗೌಡ ತಿಳಿಸಿದ್ದಾರೆ. (38, 519, 441, 546)
zodiac-heading (143, 1092, 240, 1110)
col-6: ತಿರುವನಂತಪುರದಲ್ಲಿ ಮಾತನಾಡಿದ ಬಿಜೆಪಿ ನಾಯಕರು, ಅಯ್ಯಪ್ಪ ಭಕ್ತರ ಹಣವನ್ನು ದುರುಪಯೋಗ ಮಾಡಿಕೊಳ್ಳಲಾಗಿದೆ ಎಂದು ಟೀಕಿಸಿದರು. ದೇವಸ್ವಂ ಮಂಡಳಿ ತಕ್ಷಣ ಸ್ಪಷ್ಟನೆ ನೀಡಬೇಕು ಎಂದರು. (1156, 342, 1319, 412)
decision-item: ➤ ಕರ್ನಾಟಕ ರೇಷ್ಮೆ ಮಾರಾಟ ಮಂಡಳಿ ನಿಯಮಿತದ ಪುನರ್‌ರಚನೆಗೆ ಸಂಪುಟ ಸಭೆ ಒಪ್ಪಿಗೆ (1043, 2053, 1263, 2082)
logo-tagline: ರಾಷ್ಟ್ರ ಜಾಗೃತಿಯ ದೈನಿಕ (187, 92, 252, 102)
zodiac-name: ಧನು (160, 1031, 179, 1046)
gulika-label: ಗುಳಿಕಕಾಲ: (84, 1325, 129, 1340)
divider (871, 1608, 1506, 1609)
zodiac-icon (143, 1031, 156, 1044)
guarantee-text-box (1223, 1113, 1506, 1202)
zodiac-sign (143, 1157, 240, 1225)
zodiac-sign (143, 1028, 240, 1083)
zodiac-prediction: ಕೆಲವರು ಬಗ್ಗೆ ಒತ್ತಡ ಎದುರಿಸುವಿರಿ. ಆಯಾಸದ ಅನುಭವ. ವಿಶ್ರಾಂತಿ ಅಗತ್ಯ. (38, 1045, 117, 1082)
kidi-nudi-punch: - ಭಿಕ್ಷೆಯಿಂದಿಗೆ ಭಯವಿರುವಂತೆ ಪ್ರತಿಭಟನೆಯಿಂದಿಗೆ ಭೀತಿ ಇರುತ್ತೆ! (46, 740, 221, 764)
zodiac-name: ಕನ್ಯಾ (56, 1238, 75, 1252)
col-3: ನಿರ್ವಹಿಸುತ್ತಿದ್ದಾರೆ ಎಂದು ನುಡಿದರು. ಜಾನುವಾರು ಸಂಪತ್ತು ದೇಶದ ಆಸ್ತಿ; ಅದರ ರಕ್ಷಣೆ ನಮ್ಮೆಲ್ಲರ ಜವಾಬ್ದಾರಿ. ಪಶುವೈದ್ಯಕೀಯ ಕ್ಷೇತ್ರದಲ್ಲಿ ಸಂಶೋಧನೆ ಹೆಚ್ಚಾಗಬೇಕು ಎಂದು ಅವರು ಆಶಿಸಿದರು. (664, 1066, 880, 1107)
article-naravane (871, 1618, 1506, 1834)
registration-marks-right (1343, 2361, 1386, 2379)
headline: ಎರಡು ಕೋಟಿ ರೂಪಾಯಿ ದೇವಸ್ವಂಗೆ ವಾಪಸಾಗಿಲ್ಲ? (461, 147, 1129, 194)
col-1-text: ಕೇರಳದಲ್ಲಿ ಇತ್ತೀಚೆಗೆ ನಡೆದ ಸಿಪಿಎಂ ಪ್ರಾಯೋಜಿತ 'ಗ್ಲೋಬಲ್ ಅಯ್ಯಪ್ಪ ಸಂಗಮ'ಕ್ಕಾಗಿ ಶಬರಿಮಲೆ ದೇವಸ್ವಂ ಮಂಡಳಿ ನೀಡಿದ್ದ ಎರಡು ಕೋಟಿ ರೂಪಾಯಿಗಳನ್ನು ಇನ್ನೂ ಮರುಪಾವತಿ ಮಾಡಿಲ್ಲ ಎಂಬ ವಿಷಯ ಬೆಳಕಿಗೆ ಬಂದಿದೆ. ಈ ಕುರಿತು ಪ್ರಶ್ನಿಸಿದಾಗ ಕಾರ್ಯಕ್ರಮದ ಆಯೋಜಕರು ಯಾವುದೇ ಸ್ಪಷ್ಟ ಉತ್ತರ ನೀಡಿಲ್ಲ. (461, 207, 614, 307)
zodiac-heading (143, 1157, 240, 1176)
lucky-label: ಅದೃಷ್ಟ ಸಂಖ್ಯೆ : (85, 1346, 144, 1361)
kidi-nudi-box (38, 619, 240, 854)
zodiac-heading (38, 963, 135, 981)
zodiac-icon (143, 1238, 156, 1251)
kicker: ಭಾರತ ಒಂದು ಕೃಷಿ ಪ್ರಧಾನ ರಾಷ್ಟ್ರ: ಡಾ. ಮೋಹನ್ ಭಾಗ್ವತ್ (251, 619, 661, 643)
zodiac-name: ಮೀನ (160, 1238, 183, 1252)
divider (862, 1274, 863, 1831)
zodiac-name: ಮಕರ (160, 1096, 185, 1111)
zodiac-name: ಮಿಥುನ (56, 1031, 87, 1046)
zodiac-name: ಕುಂಭ (160, 1160, 184, 1176)
stray-dog-box (443, 725, 880, 1056)
masthead (0, 0, 1541, 144)
continued-tag: ಪುಟ 1 ➜ (871, 1694, 910, 1706)
zodiac-heading (143, 963, 240, 981)
zodiac-name: ಕಟಕ (56, 1096, 76, 1111)
dateline: ಬೆಂಗಳೂರು: (38, 224, 81, 235)
photo-mohan-bhagwat (453, 761, 606, 958)
